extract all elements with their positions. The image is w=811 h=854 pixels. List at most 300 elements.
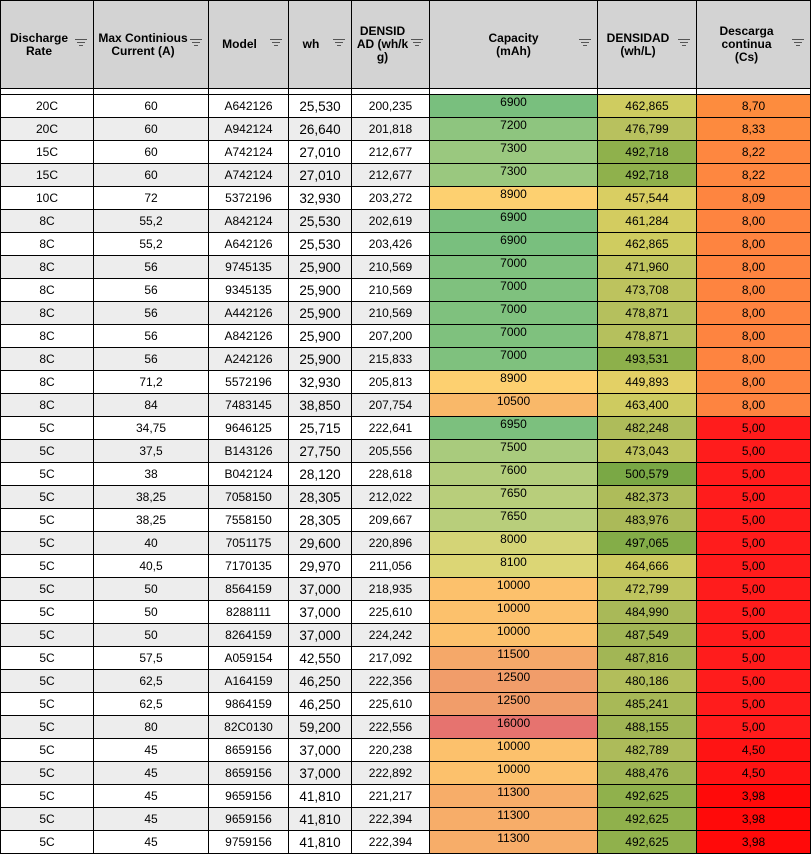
max-current-cell[interactable]: 40,5 (94, 555, 209, 578)
capacity-cell[interactable]: 10000 (430, 578, 598, 601)
max-current-cell[interactable]: 55,2 (94, 210, 209, 233)
model-cell[interactable]: 7051175 (209, 532, 289, 555)
discharge-rate-cell[interactable]: 5C (1, 785, 94, 808)
wh-cell[interactable]: 32,930 (289, 187, 352, 210)
max-current-cell[interactable]: 38,25 (94, 509, 209, 532)
wh-cell[interactable]: 38,850 (289, 394, 352, 417)
density-whl-cell[interactable]: 482,789 (598, 739, 697, 762)
descarga-cell[interactable]: 5,00 (697, 417, 811, 440)
max-current-cell[interactable]: 50 (94, 624, 209, 647)
model-cell[interactable]: 7170135 (209, 555, 289, 578)
capacity-cell[interactable]: 12500 (430, 670, 598, 693)
density-whkg-cell[interactable]: 221,217 (352, 785, 430, 808)
model-cell[interactable]: B143126 (209, 440, 289, 463)
wh-cell[interactable]: 28,305 (289, 486, 352, 509)
discharge-rate-cell[interactable]: 5C (1, 486, 94, 509)
wh-cell[interactable]: 27,010 (289, 164, 352, 187)
density-whl-cell[interactable]: 492,718 (598, 164, 697, 187)
max-current-cell[interactable]: 40 (94, 532, 209, 555)
capacity-cell[interactable]: 11300 (430, 808, 598, 831)
density-whl-cell[interactable]: 462,865 (598, 233, 697, 256)
filter-icon[interactable] (579, 39, 591, 49)
column-header-discharge-rate[interactable] (1, 1, 94, 89)
density-whkg-cell[interactable]: 220,896 (352, 532, 430, 555)
wh-cell[interactable]: 25,715 (289, 417, 352, 440)
discharge-rate-cell[interactable]: 5C (1, 509, 94, 532)
discharge-rate-cell[interactable]: 5C (1, 739, 94, 762)
density-whkg-cell[interactable]: 225,610 (352, 601, 430, 624)
discharge-rate-cell[interactable]: 5C (1, 578, 94, 601)
discharge-rate-cell[interactable]: 5C (1, 808, 94, 831)
descarga-cell[interactable]: 8,00 (697, 210, 811, 233)
density-whkg-cell[interactable]: 202,619 (352, 210, 430, 233)
wh-cell[interactable]: 25,530 (289, 233, 352, 256)
wh-cell[interactable]: 37,000 (289, 762, 352, 785)
descarga-cell[interactable]: 4,50 (697, 739, 811, 762)
descarga-cell[interactable]: 3,98 (697, 808, 811, 831)
capacity-cell[interactable]: 6900 (430, 210, 598, 233)
density-whkg-cell[interactable]: 228,618 (352, 463, 430, 486)
descarga-cell[interactable]: 5,00 (697, 693, 811, 716)
discharge-rate-cell[interactable]: 15C (1, 141, 94, 164)
descarga-cell[interactable]: 8,00 (697, 233, 811, 256)
capacity-cell[interactable]: 10000 (430, 601, 598, 624)
descarga-cell[interactable]: 5,00 (697, 578, 811, 601)
density-whkg-cell[interactable]: 212,677 (352, 164, 430, 187)
capacity-cell[interactable]: 10000 (430, 762, 598, 785)
header-label: Capacity (mAh) (488, 30, 539, 58)
wh-cell[interactable]: 25,900 (289, 302, 352, 325)
model-cell[interactable]: A942124 (209, 118, 289, 141)
model-cell[interactable]: 9659156 (209, 785, 289, 808)
capacity-cell[interactable]: 7000 (430, 256, 598, 279)
density-whkg-cell[interactable]: 211,056 (352, 555, 430, 578)
capacity-cell[interactable]: 8900 (430, 187, 598, 210)
discharge-rate-cell[interactable]: 8C (1, 325, 94, 348)
density-whkg-cell[interactable]: 222,892 (352, 762, 430, 785)
max-current-cell[interactable]: 50 (94, 578, 209, 601)
model-cell[interactable]: A642126 (209, 95, 289, 118)
density-whkg-cell[interactable]: 205,556 (352, 440, 430, 463)
density-whkg-cell[interactable]: 210,569 (352, 302, 430, 325)
table-row (1, 509, 811, 532)
table-row (1, 118, 811, 141)
capacity-cell[interactable]: 12500 (430, 693, 598, 716)
discharge-rate-cell[interactable]: 5C (1, 624, 94, 647)
max-current-cell[interactable]: 60 (94, 164, 209, 187)
model-cell[interactable]: 5572196 (209, 371, 289, 394)
density-whkg-cell[interactable]: 203,272 (352, 187, 430, 210)
table-row (1, 647, 811, 670)
descarga-cell[interactable]: 5,00 (697, 440, 811, 463)
descarga-cell[interactable]: 4,50 (697, 762, 811, 785)
max-current-cell[interactable]: 45 (94, 739, 209, 762)
wh-cell[interactable]: 25,530 (289, 95, 352, 118)
wh-cell[interactable]: 29,970 (289, 555, 352, 578)
discharge-rate-cell[interactable]: 5C (1, 647, 94, 670)
model-cell[interactable]: A164159 (209, 670, 289, 693)
density-whkg-cell[interactable]: 200,235 (352, 95, 430, 118)
wh-cell[interactable]: 32,930 (289, 371, 352, 394)
density-whkg-cell[interactable]: 212,022 (352, 486, 430, 509)
column-header-density-whkg[interactable] (352, 1, 430, 89)
capacity-cell[interactable]: 7500 (430, 440, 598, 463)
header-label: Discharge Rate (9, 30, 69, 58)
discharge-rate-cell[interactable]: 8C (1, 210, 94, 233)
discharge-rate-cell[interactable]: 15C (1, 164, 94, 187)
density-whl-cell[interactable]: 462,865 (598, 95, 697, 118)
filter-icon[interactable] (270, 39, 282, 49)
density-whl-cell[interactable]: 500,579 (598, 463, 697, 486)
wh-cell[interactable]: 46,250 (289, 693, 352, 716)
wh-cell[interactable]: 25,900 (289, 256, 352, 279)
density-whkg-cell[interactable]: 203,426 (352, 233, 430, 256)
density-whl-cell[interactable]: 493,531 (598, 348, 697, 371)
model-cell[interactable]: 9345135 (209, 279, 289, 302)
max-current-cell[interactable]: 60 (94, 118, 209, 141)
density-whl-cell[interactable]: 483,976 (598, 509, 697, 532)
max-current-cell[interactable]: 62,5 (94, 670, 209, 693)
density-whl-cell[interactable]: 485,241 (598, 693, 697, 716)
wh-cell[interactable]: 42,550 (289, 647, 352, 670)
density-whl-cell[interactable]: 478,871 (598, 302, 697, 325)
descarga-cell[interactable]: 5,00 (697, 486, 811, 509)
capacity-cell[interactable]: 11300 (430, 785, 598, 808)
density-whkg-cell[interactable]: 222,556 (352, 716, 430, 739)
density-whl-cell[interactable]: 484,990 (598, 601, 697, 624)
max-current-cell[interactable]: 56 (94, 348, 209, 371)
max-current-cell[interactable]: 56 (94, 279, 209, 302)
discharge-rate-cell[interactable]: 8C (1, 279, 94, 302)
table-row (1, 279, 811, 302)
table-row (1, 417, 811, 440)
capacity-cell[interactable]: 8900 (430, 371, 598, 394)
density-whl-cell[interactable]: 471,960 (598, 256, 697, 279)
density-whl-cell[interactable]: 461,284 (598, 210, 697, 233)
capacity-cell[interactable]: 7000 (430, 302, 598, 325)
density-whl-cell[interactable]: 473,708 (598, 279, 697, 302)
filter-icon[interactable] (792, 39, 804, 49)
density-whkg-cell[interactable]: 210,569 (352, 256, 430, 279)
discharge-rate-cell[interactable]: 5C (1, 716, 94, 739)
wh-cell[interactable]: 28,120 (289, 463, 352, 486)
max-current-cell[interactable]: 56 (94, 302, 209, 325)
capacity-cell[interactable]: 8000 (430, 532, 598, 555)
table-body (1, 95, 811, 854)
model-cell[interactable]: 82C0130 (209, 716, 289, 739)
density-whl-cell[interactable]: 497,065 (598, 532, 697, 555)
density-whkg-cell[interactable]: 205,813 (352, 371, 430, 394)
model-cell[interactable]: A842126 (209, 325, 289, 348)
wh-cell[interactable]: 25,900 (289, 348, 352, 371)
descarga-cell[interactable]: 5,00 (697, 647, 811, 670)
max-current-cell[interactable]: 71,2 (94, 371, 209, 394)
discharge-rate-cell[interactable]: 5C (1, 417, 94, 440)
descarga-cell[interactable]: 5,00 (697, 670, 811, 693)
discharge-rate-cell[interactable]: 5C (1, 831, 94, 854)
wh-cell[interactable]: 41,810 (289, 785, 352, 808)
density-whkg-cell[interactable]: 224,242 (352, 624, 430, 647)
max-current-cell[interactable]: 56 (94, 256, 209, 279)
discharge-rate-cell[interactable]: 5C (1, 670, 94, 693)
discharge-rate-cell[interactable]: 5C (1, 440, 94, 463)
wh-cell[interactable]: 29,600 (289, 532, 352, 555)
density-whl-cell[interactable]: 482,248 (598, 417, 697, 440)
density-whkg-cell[interactable]: 222,356 (352, 670, 430, 693)
descarga-cell[interactable]: 3,98 (697, 831, 811, 854)
density-whkg-cell[interactable]: 217,092 (352, 647, 430, 670)
max-current-cell[interactable]: 56 (94, 325, 209, 348)
column-header-density-whl[interactable] (598, 1, 697, 89)
density-whl-cell[interactable]: 492,625 (598, 831, 697, 854)
table-row (1, 325, 811, 348)
discharge-rate-cell[interactable]: 5C (1, 762, 94, 785)
discharge-rate-cell[interactable]: 8C (1, 348, 94, 371)
model-cell[interactable]: 7483145 (209, 394, 289, 417)
model-cell[interactable]: 9759156 (209, 831, 289, 854)
wh-cell[interactable]: 41,810 (289, 808, 352, 831)
density-whl-cell[interactable]: 464,666 (598, 555, 697, 578)
capacity-cell[interactable]: 11500 (430, 647, 598, 670)
density-whl-cell[interactable]: 482,373 (598, 486, 697, 509)
density-whkg-cell[interactable]: 207,200 (352, 325, 430, 348)
density-whkg-cell[interactable]: 201,818 (352, 118, 430, 141)
capacity-cell[interactable]: 7650 (430, 509, 598, 532)
capacity-cell[interactable]: 10500 (430, 394, 598, 417)
model-cell[interactable]: A242126 (209, 348, 289, 371)
wh-cell[interactable]: 37,000 (289, 739, 352, 762)
descarga-cell[interactable]: 8,22 (697, 164, 811, 187)
density-whkg-cell[interactable]: 220,238 (352, 739, 430, 762)
table-row (1, 394, 811, 417)
capacity-cell[interactable]: 6950 (430, 417, 598, 440)
density-whl-cell[interactable]: 480,186 (598, 670, 697, 693)
column-header-model[interactable] (209, 1, 289, 89)
filter-icon[interactable] (190, 39, 202, 49)
density-whl-cell[interactable]: 457,544 (598, 187, 697, 210)
descarga-cell[interactable]: 8,00 (697, 325, 811, 348)
capacity-cell[interactable]: 16000 (430, 716, 598, 739)
wh-cell[interactable]: 27,750 (289, 440, 352, 463)
density-whl-cell[interactable]: 492,625 (598, 808, 697, 831)
density-whkg-cell[interactable]: 225,610 (352, 693, 430, 716)
descarga-cell[interactable]: 3,98 (697, 785, 811, 808)
descarga-cell[interactable]: 8,00 (697, 256, 811, 279)
density-whkg-cell[interactable]: 210,569 (352, 279, 430, 302)
density-whl-cell[interactable]: 476,799 (598, 118, 697, 141)
model-cell[interactable]: 8659156 (209, 739, 289, 762)
wh-cell[interactable]: 25,900 (289, 325, 352, 348)
max-current-cell[interactable]: 62,5 (94, 693, 209, 716)
density-whl-cell[interactable]: 488,476 (598, 762, 697, 785)
model-cell[interactable]: 9659156 (209, 808, 289, 831)
density-whl-cell[interactable]: 473,043 (598, 440, 697, 463)
density-whkg-cell[interactable]: 222,394 (352, 808, 430, 831)
discharge-rate-cell[interactable]: 8C (1, 394, 94, 417)
model-cell[interactable]: 5372196 (209, 187, 289, 210)
capacity-cell[interactable]: 10000 (430, 739, 598, 762)
discharge-rate-cell[interactable]: 5C (1, 693, 94, 716)
column-header-descarga[interactable] (697, 1, 811, 89)
wh-cell[interactable]: 37,000 (289, 624, 352, 647)
descarga-cell[interactable]: 5,00 (697, 555, 811, 578)
column-header-wh[interactable] (289, 1, 352, 89)
density-whl-cell[interactable]: 492,718 (598, 141, 697, 164)
filter-icon[interactable] (333, 39, 345, 49)
filter-icon[interactable] (678, 39, 690, 49)
model-cell[interactable]: 9646125 (209, 417, 289, 440)
max-current-cell[interactable]: 45 (94, 785, 209, 808)
max-current-cell[interactable]: 38,25 (94, 486, 209, 509)
capacity-cell[interactable]: 10000 (430, 624, 598, 647)
density-whkg-cell[interactable]: 218,935 (352, 578, 430, 601)
column-header-max-current[interactable] (94, 1, 209, 89)
table-row (1, 463, 811, 486)
model-cell[interactable]: 8564159 (209, 578, 289, 601)
max-current-cell[interactable]: 45 (94, 831, 209, 854)
density-whl-cell[interactable]: 487,549 (598, 624, 697, 647)
discharge-rate-cell[interactable]: 8C (1, 371, 94, 394)
capacity-cell[interactable]: 8100 (430, 555, 598, 578)
table-row (1, 210, 811, 233)
max-current-cell[interactable]: 84 (94, 394, 209, 417)
max-current-cell[interactable]: 60 (94, 95, 209, 118)
capacity-cell[interactable]: 7000 (430, 325, 598, 348)
descarga-cell[interactable]: 5,00 (697, 624, 811, 647)
model-cell[interactable]: 8288111 (209, 601, 289, 624)
descarga-cell[interactable]: 5,00 (697, 716, 811, 739)
descarga-cell[interactable]: 8,70 (697, 95, 811, 118)
descarga-cell[interactable]: 8,22 (697, 141, 811, 164)
capacity-cell[interactable]: 7000 (430, 279, 598, 302)
wh-cell[interactable]: 28,305 (289, 509, 352, 532)
density-whl-cell[interactable]: 463,400 (598, 394, 697, 417)
descarga-cell[interactable]: 5,00 (697, 601, 811, 624)
density-whl-cell[interactable]: 487,816 (598, 647, 697, 670)
table-row (1, 440, 811, 463)
model-cell[interactable]: A442126 (209, 302, 289, 325)
column-header-capacity[interactable] (430, 1, 598, 89)
model-cell[interactable]: 7558150 (209, 509, 289, 532)
capacity-cell[interactable]: 11300 (430, 831, 598, 854)
filter-icon[interactable] (75, 39, 87, 49)
wh-cell[interactable]: 37,000 (289, 601, 352, 624)
capacity-cell[interactable]: 7200 (430, 118, 598, 141)
model-cell[interactable]: 9864159 (209, 693, 289, 716)
header-label: Model (222, 37, 257, 51)
wh-cell[interactable]: 27,010 (289, 141, 352, 164)
max-current-cell[interactable]: 50 (94, 601, 209, 624)
capacity-cell[interactable]: 6900 (430, 95, 598, 118)
density-whkg-cell[interactable]: 222,394 (352, 831, 430, 854)
max-current-cell[interactable]: 60 (94, 141, 209, 164)
descarga-cell[interactable]: 8,00 (697, 394, 811, 417)
max-current-cell[interactable]: 80 (94, 716, 209, 739)
capacity-cell[interactable]: 7650 (430, 486, 598, 509)
model-cell[interactable]: A642126 (209, 233, 289, 256)
max-current-cell[interactable]: 55,2 (94, 233, 209, 256)
wh-cell[interactable]: 41,810 (289, 831, 352, 854)
discharge-rate-cell[interactable]: 5C (1, 555, 94, 578)
discharge-rate-cell[interactable]: 5C (1, 601, 94, 624)
max-current-cell[interactable]: 72 (94, 187, 209, 210)
max-current-cell[interactable]: 38 (94, 463, 209, 486)
descarga-cell[interactable]: 8,00 (697, 348, 811, 371)
wh-cell[interactable]: 26,640 (289, 118, 352, 141)
model-cell[interactable]: A742124 (209, 141, 289, 164)
table-row (1, 555, 811, 578)
capacity-cell[interactable]: 7600 (430, 463, 598, 486)
density-whkg-cell[interactable]: 212,677 (352, 141, 430, 164)
model-cell[interactable]: A742124 (209, 164, 289, 187)
descarga-cell[interactable]: 8,33 (697, 118, 811, 141)
discharge-rate-cell[interactable]: 8C (1, 256, 94, 279)
descarga-cell[interactable]: 8,00 (697, 279, 811, 302)
discharge-rate-cell[interactable]: 8C (1, 233, 94, 256)
density-whl-cell[interactable]: 478,871 (598, 325, 697, 348)
model-cell[interactable]: A842124 (209, 210, 289, 233)
density-whkg-cell[interactable]: 207,754 (352, 394, 430, 417)
descarga-cell[interactable]: 5,00 (697, 463, 811, 486)
discharge-rate-cell[interactable]: 20C (1, 118, 94, 141)
density-whl-cell[interactable]: 449,893 (598, 371, 697, 394)
density-whl-cell[interactable]: 472,799 (598, 578, 697, 601)
density-whl-cell[interactable]: 488,155 (598, 716, 697, 739)
model-cell[interactable]: 9745135 (209, 256, 289, 279)
capacity-cell[interactable]: 7000 (430, 348, 598, 371)
max-current-cell[interactable]: 45 (94, 808, 209, 831)
wh-cell[interactable]: 25,900 (289, 279, 352, 302)
wh-cell[interactable]: 37,000 (289, 578, 352, 601)
discharge-rate-cell[interactable]: 8C (1, 302, 94, 325)
model-cell[interactable]: 7058150 (209, 486, 289, 509)
capacity-cell[interactable]: 6900 (430, 233, 598, 256)
wh-cell[interactable]: 25,530 (289, 210, 352, 233)
max-current-cell[interactable]: 57,5 (94, 647, 209, 670)
descarga-cell[interactable]: 5,00 (697, 509, 811, 532)
descarga-cell[interactable]: 8,00 (697, 371, 811, 394)
discharge-rate-cell[interactable]: 20C (1, 95, 94, 118)
model-cell[interactable]: B042124 (209, 463, 289, 486)
table-row (1, 693, 811, 716)
table-row (1, 348, 811, 371)
max-current-cell[interactable]: 45 (94, 762, 209, 785)
discharge-rate-cell[interactable]: 5C (1, 532, 94, 555)
wh-cell[interactable]: 59,200 (289, 716, 352, 739)
descarga-cell[interactable]: 8,09 (697, 187, 811, 210)
max-current-cell[interactable]: 34,75 (94, 417, 209, 440)
max-current-cell[interactable]: 37,5 (94, 440, 209, 463)
table-row (1, 762, 811, 785)
descarga-cell[interactable]: 5,00 (697, 532, 811, 555)
discharge-rate-cell[interactable]: 10C (1, 187, 94, 210)
model-cell[interactable]: A059154 (209, 647, 289, 670)
header-label: Descarga continua (Cs) (719, 24, 774, 64)
model-cell[interactable]: 8659156 (209, 762, 289, 785)
capacity-cell[interactable]: 7300 (430, 141, 598, 164)
discharge-rate-cell[interactable]: 5C (1, 463, 94, 486)
capacity-cell[interactable]: 7300 (430, 164, 598, 187)
wh-cell[interactable]: 46,250 (289, 670, 352, 693)
density-whkg-cell[interactable]: 222,641 (352, 417, 430, 440)
descarga-cell[interactable]: 8,00 (697, 302, 811, 325)
model-cell[interactable]: 8264159 (209, 624, 289, 647)
density-whkg-cell[interactable]: 215,833 (352, 348, 430, 371)
table-row (1, 831, 811, 854)
filter-icon[interactable] (411, 39, 423, 49)
density-whkg-cell[interactable]: 209,667 (352, 509, 430, 532)
density-whl-cell[interactable]: 492,625 (598, 785, 697, 808)
